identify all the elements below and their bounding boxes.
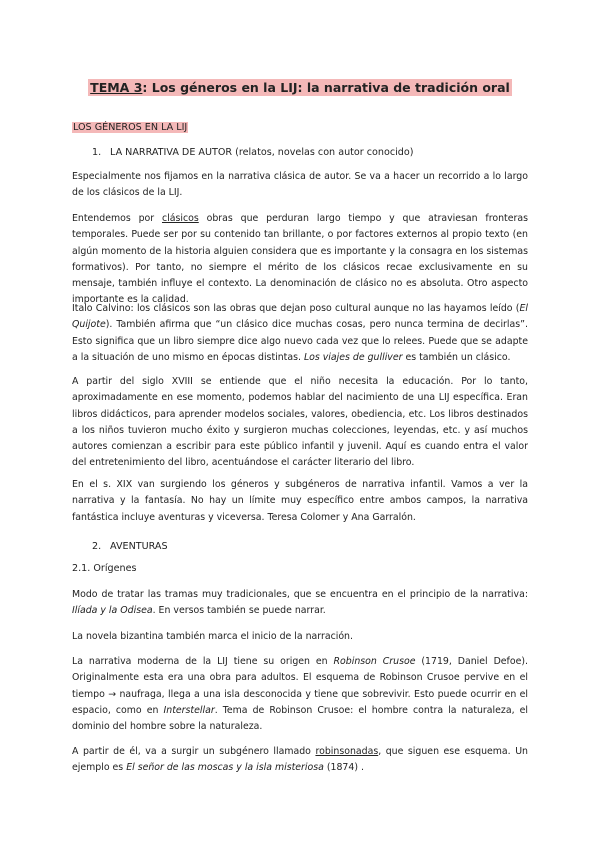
p3-italic-2: Los viajes de gulliver <box>303 351 403 363</box>
p8-italic-2: Interstellar <box>163 704 215 716</box>
p3-text-a: Italo Calvino: los clásicos son las obras que dejan poso cultural aunque no las hayamos leído ( <box>72 303 520 314</box>
paragraph-5: En el s. XIX van surgiendo los géneros y subgéneros de narrativa infantil. Vamos a ver la narrativa y la fantasía. No hay un límite muy específico entre ambos campos, la narrativa fantástica incluye aventuras y viceversa. Teresa Colomer y Ana Garralón. <box>72 479 528 523</box>
paragraph-4: A partir del siglo XVIII se entiende que el niño necesita la educación. Por lo tanto, aproximadamente en ese momento, podemos hablar del nacimiento de una LIJ específica. Eran libros didácticos, para aprender modelos sociales, valores, obediencia, etc. Los libros destinados a los niños tuvieron mucho éxito y surgieron muchas colecciones, leyendas, etc. y así muchos autores comienzan a escribir para este público infantil y juvenil. Aquí es cuando entra el valor del entretenimiento del libro, acentuándose el carácter literario del libro. <box>72 376 528 469</box>
p2-underlined: clásicos <box>161 213 199 224</box>
p9-text-c: (1874) . <box>323 762 364 774</box>
list-item-1-number: 1. <box>92 147 102 158</box>
list-item-2-label: AVENTURAS <box>110 541 168 552</box>
p6-italic-1: Ilíada y la Odisea <box>72 605 153 617</box>
p2-text-b: obras que perduran largo tiempo y que atraviesan fronteras temporales. Puede ser por su contenido tan brillante, o por factores externos al propio texto (en algún momento de la historia alguien considera que es importante y la consagra en los sistemas formativos). Por tanto, no siempre el mérito de los clásicos recae exclusivamente en su mensaje, también influye el contexto. La denominación de clásico no es absoluta. Otro aspecto importante es la calidad. <box>72 213 528 306</box>
paragraph-9 <box>72 744 528 777</box>
paragraph-2 <box>72 211 528 309</box>
paragraph-7: La novela bizantina también marca el inicio de la narración. <box>72 631 353 642</box>
title-tema: TEMA 3 <box>90 80 143 95</box>
paragraph-6 <box>72 587 528 620</box>
title-highlight <box>88 79 512 96</box>
p9-text-a: A partir de él, va a surgir un subgénero llamado <box>72 746 316 757</box>
p6-text-a: Modo de tratar las tramas muy tradicionales, que se encuentra en el principio de la narrativa: <box>72 589 528 600</box>
p8-text-a: La narrativa moderna de la LIJ tiene su origen en <box>72 656 334 667</box>
title-rest: : Los géneros en la LIJ: la narrativa de tradición oral <box>142 80 510 95</box>
page-title <box>72 80 528 95</box>
p8-text-c: . Tema de Robinson Crusoe: el hombre contra la naturaleza, el dominio del hombre sobre la naturaleza. <box>72 704 529 733</box>
list-item-1-note: (relatos, novelas con autor conocido) <box>232 147 414 158</box>
list-item-1 <box>92 147 414 158</box>
p8-italic-1: Robinson Crusoe <box>333 656 416 667</box>
p9-underlined: robinsonadas <box>315 746 379 757</box>
p8-text-b: (1719, Daniel Defoe). Originalmente esta era una obra para adultos. El esquema de Robinson Crusoe pervive en el tiempo → naufraga, llega a una isla desconocida y tiene que sobrevivir. Esto puede ocurrir en el espacio, como en <box>72 656 528 716</box>
p2-text-a: Entendemos por <box>72 213 162 224</box>
section-heading-text: LOS GÉNEROS EN LA LIJ <box>73 122 188 133</box>
p9-italic-1: El señor de las moscas y la isla misteriosa <box>126 762 324 774</box>
subsection-heading: 2.1. Orígenes <box>72 563 137 574</box>
paragraph-3 <box>72 301 528 366</box>
list-item-1-label: LA NARRATIVA DE AUTOR <box>110 147 233 158</box>
list-item-2-number: 2. <box>92 541 102 552</box>
p3-italic-1: El Quijote <box>72 303 528 331</box>
p9-text-b: , que siguen ese esquema. Un ejemplo es <box>72 746 528 774</box>
list-item-2 <box>92 541 168 552</box>
paragraph-1: Especialmente nos fijamos en la narrativa clásica de autor. Se va a hacer un recorrido a lo largo de los clásicos de la LIJ. <box>72 171 528 199</box>
paragraph-8 <box>72 654 528 735</box>
section-heading <box>72 122 188 133</box>
p3-text-c: es también un clásico. <box>402 351 511 363</box>
p3-text-b: ). También afirma que “un clásico dice muchas cosas, pero nunca termina de decirlas”. Esto significa que un libro siempre dice algo nuevo cada vez que lo relees. Puede que se adapte a la situación de uno mismo en épocas distintas. <box>72 319 528 363</box>
p6-text-b: . En versos también se puede narrar. <box>152 605 326 617</box>
